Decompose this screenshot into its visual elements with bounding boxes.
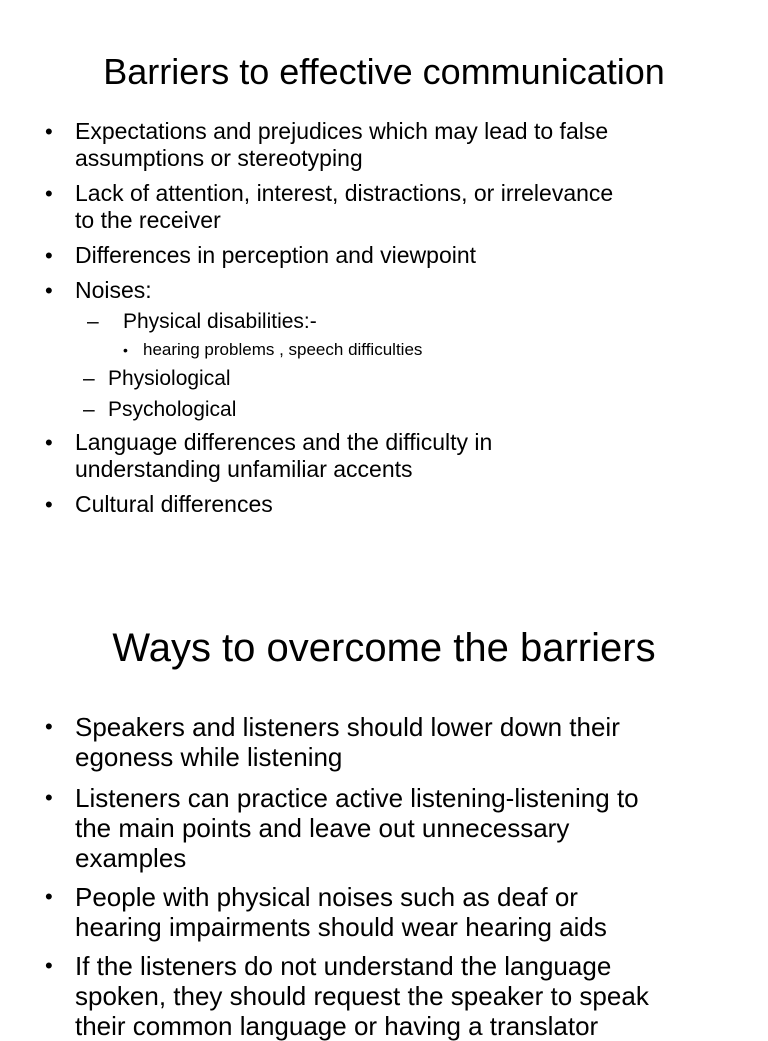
dash-marker: – [83, 398, 95, 421]
bullet-item: • Noises: [75, 277, 755, 304]
dash-marker: – [87, 310, 99, 333]
sub-bullet-item: Physical disabilities:- [123, 310, 317, 333]
bullet-item: • If the listeners do not understand the language spoken, they should request the speaker to speak their common language or having a translator [75, 951, 755, 1041]
sub-bullet-item: Physiological [108, 367, 231, 390]
sub-bullet-item: Psychological [108, 398, 237, 421]
dash-marker: – [83, 367, 95, 390]
bullet-item: • Speakers and listeners should lower down their egoness while listening [75, 712, 755, 772]
bullet-item: • Listeners can practice active listening-listening to the main points and leave out unnecessary examples [75, 783, 755, 873]
slide-overcome [0, 600, 768, 1041]
bullet-item: • Differences in perception and viewpoint [75, 242, 755, 269]
sub-sub-bullet-item: • hearing problems , speech difficulties [143, 340, 422, 360]
slide-title: Ways to overcome the barriers [112, 626, 656, 670]
bullet-item: • Lack of attention, interest, distractions, or irrelevance to the receiver [75, 180, 755, 234]
bullet-item: • Cultural differences [75, 491, 755, 518]
bullet-item: • Language differences and the difficulty in understanding unfamiliar accents [75, 429, 755, 483]
slide-title: Barriers to effective communication [103, 51, 665, 92]
bullet-item: • People with physical noises such as deaf or hearing impairments should wear hearing aids [75, 882, 755, 942]
bullet-item: • Expectations and prejudices which may lead to false assumptions or stereotyping [75, 118, 755, 172]
